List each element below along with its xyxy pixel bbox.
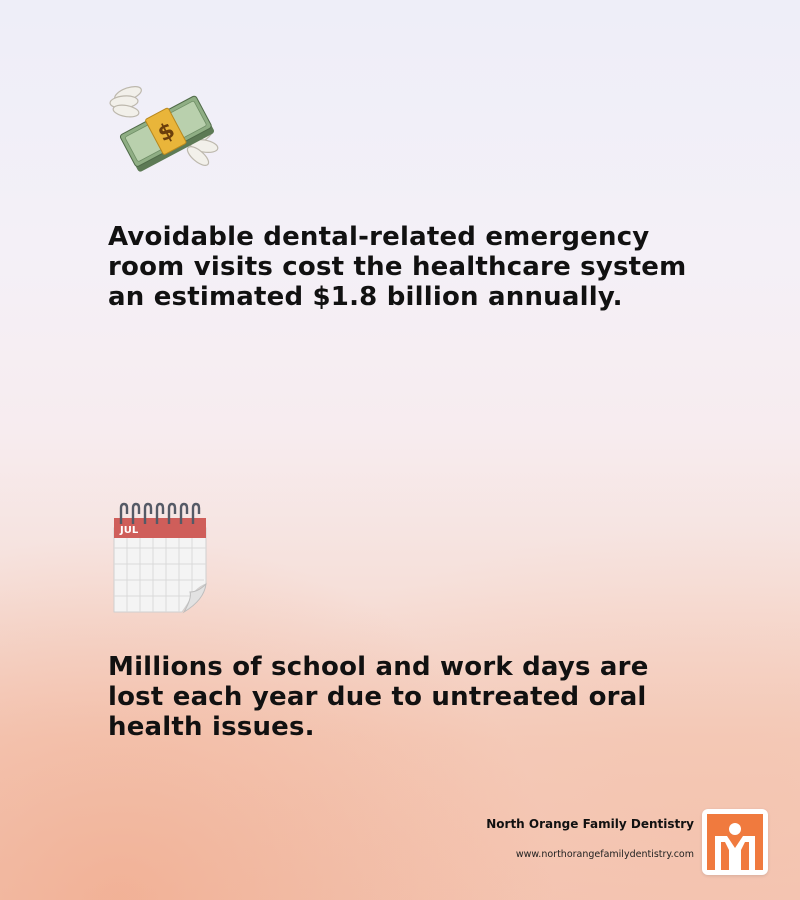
website-link[interactable]: www.northorangefamilydentistry.com [515,849,694,860]
money-with-wings-icon [108,80,220,180]
svg-text:$: $ [153,117,180,148]
fact-text-lost-days: Millions of school and work days are lost each year due to untreated oral health issues. [108,652,649,742]
spiral-calendar-icon [108,500,212,616]
brand-name: North Orange Family Dentistry [486,817,694,831]
fact-text-er-costs: Avoidable dental-related emergency room visits cost the healthcare system an estimated $1.8 billion annually. [108,222,687,312]
brand-logo [702,809,768,875]
svg-text:JUL: JUL [120,525,139,536]
